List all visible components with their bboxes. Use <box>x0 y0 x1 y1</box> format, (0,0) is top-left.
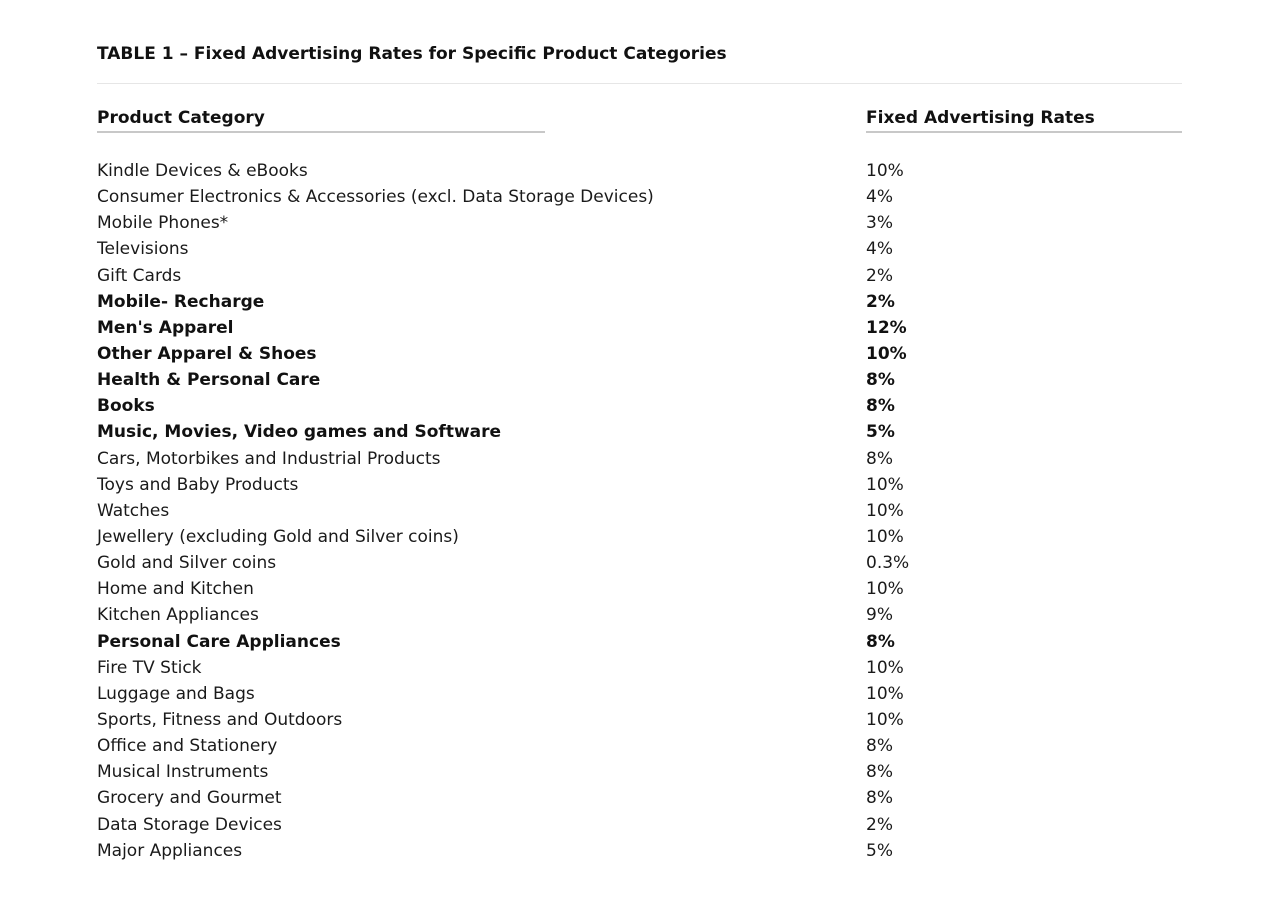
advertising-rate-cell: 2% <box>866 814 893 835</box>
title-divider <box>97 83 1182 84</box>
product-category-cell: Gift Cards <box>97 265 182 286</box>
advertising-rate-cell: 5% <box>866 840 893 861</box>
advertising-rate-cell: 4% <box>866 187 893 208</box>
table-row <box>0 236 1280 262</box>
advertising-rate-cell: 2% <box>866 291 895 312</box>
product-category-cell: Watches <box>97 500 170 521</box>
table-row <box>0 289 1280 315</box>
product-category-cell: Mobile Phones* <box>97 213 229 234</box>
advertising-rate-cell: 2% <box>866 265 893 286</box>
advertising-rate-cell: 8% <box>866 448 893 469</box>
product-category-cell: Luggage and Bags <box>97 683 255 704</box>
table-row <box>0 263 1280 289</box>
product-category-cell: Personal Care Appliances <box>97 631 341 652</box>
table-row <box>0 498 1280 524</box>
advertising-rate-cell: 10% <box>866 683 904 704</box>
product-category-cell: Grocery and Gourmet <box>97 788 282 809</box>
product-category-cell: Music, Movies, Video games and Software <box>97 422 502 443</box>
advertising-rate-cell: 8% <box>866 762 893 783</box>
product-category-cell: Books <box>97 396 155 417</box>
advertising-rate-cell: 10% <box>866 161 904 181</box>
table-row <box>0 785 1280 811</box>
table-row <box>0 759 1280 785</box>
table-row <box>0 655 1280 681</box>
table-row <box>0 184 1280 210</box>
header-underline-rate <box>866 131 1182 133</box>
product-category-cell: Fire TV Stick <box>97 657 202 678</box>
advertising-rate-cell: 10% <box>866 709 904 730</box>
advertising-rate-cell: 8% <box>866 736 893 757</box>
rates-table-body <box>0 158 1280 864</box>
product-category-cell: Gold and Silver coins <box>97 553 277 574</box>
table-row <box>0 446 1280 472</box>
product-category-cell: Consumer Electronics & Accessories (excl. Data Storage Devices) <box>97 187 654 208</box>
table-row <box>0 838 1280 864</box>
table-row <box>0 393 1280 419</box>
product-category-cell: Cars, Motorbikes and Industrial Products <box>97 448 441 469</box>
table-row <box>0 315 1280 341</box>
advertising-rate-cell: 10% <box>866 579 904 600</box>
table-row <box>0 733 1280 759</box>
product-category-cell: Kitchen Appliances <box>97 605 259 626</box>
table-row <box>0 576 1280 602</box>
product-category-cell: Office and Stationery <box>97 736 278 757</box>
table-row <box>0 550 1280 576</box>
table-row <box>0 472 1280 498</box>
advertising-rate-cell: 8% <box>866 631 895 652</box>
table-row <box>0 707 1280 733</box>
table-row <box>0 524 1280 550</box>
advertising-rate-cell: 8% <box>866 370 895 391</box>
product-category-cell: Jewellery (excluding Gold and Silver coins) <box>97 526 459 547</box>
table-title: TABLE 1 – Fixed Advertising Rates for Specific Product Categories <box>97 44 727 64</box>
header-underline-category <box>97 131 545 133</box>
advertising-rate-cell: 8% <box>866 788 893 809</box>
table-row <box>0 812 1280 838</box>
product-category-cell: Major Appliances <box>97 840 243 861</box>
table-row <box>0 602 1280 628</box>
advertising-rate-cell: 10% <box>866 657 904 678</box>
product-category-cell: Sports, Fitness and Outdoors <box>97 709 343 730</box>
column-header-fixed-advertising-rates: Fixed Advertising Rates <box>866 108 1095 128</box>
product-category-cell: Televisions <box>97 239 189 260</box>
table-row <box>0 419 1280 445</box>
table-row <box>0 367 1280 393</box>
advertising-rate-cell: 10% <box>866 526 904 547</box>
advertising-rate-cell: 8% <box>866 396 895 417</box>
product-category-cell: Men's Apparel <box>97 317 234 338</box>
table-row <box>0 629 1280 655</box>
product-category-cell: Other Apparel & Shoes <box>97 343 317 364</box>
advertising-rate-cell: 0.3% <box>866 553 910 574</box>
table-row <box>0 210 1280 236</box>
table-row <box>0 341 1280 367</box>
product-category-cell: Home and Kitchen <box>97 579 254 600</box>
product-category-cell: Toys and Baby Products <box>97 474 299 495</box>
product-category-cell: Mobile- Recharge <box>97 291 265 312</box>
advertising-rate-cell: 10% <box>866 474 904 495</box>
table-row <box>0 681 1280 707</box>
advertising-rate-cell: 9% <box>866 605 893 626</box>
column-header-product-category: Product Category <box>97 108 265 128</box>
advertising-rate-cell: 5% <box>866 422 895 443</box>
advertising-rate-cell: 3% <box>866 213 893 234</box>
table-row <box>0 158 1280 184</box>
product-category-cell: Data Storage Devices <box>97 814 282 835</box>
advertising-rate-cell: 12% <box>866 317 907 338</box>
product-category-cell: Kindle Devices & eBooks <box>97 161 308 181</box>
advertising-rate-cell: 10% <box>866 343 907 364</box>
advertising-rate-cell: 10% <box>866 500 904 521</box>
advertising-rate-cell: 4% <box>866 239 893 260</box>
product-category-cell: Health & Personal Care <box>97 370 321 391</box>
product-category-cell: Musical Instruments <box>97 762 269 783</box>
